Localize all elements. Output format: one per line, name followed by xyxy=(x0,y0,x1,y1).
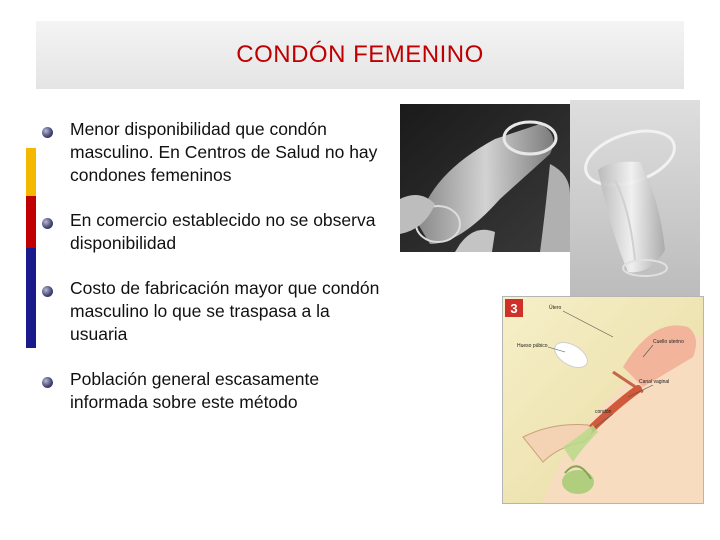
accent-bar-red xyxy=(26,196,36,248)
bullet-dot-icon xyxy=(42,286,53,297)
slide-title: CONDÓN FEMENINO xyxy=(236,41,484,68)
bullet-dot-icon xyxy=(42,218,53,229)
label-canal-vaginal: Canal vaginal xyxy=(639,379,670,385)
bullet-text: Costo de fabricación mayor que condón masculino lo que se traspasa a la usuaria xyxy=(70,278,380,344)
label-hueso-pubico: Hueso púbico xyxy=(517,343,548,349)
bullet-item xyxy=(36,118,381,187)
bullet-item xyxy=(36,368,381,414)
accent-bar-yellow xyxy=(26,148,36,196)
condom-product-photo xyxy=(570,100,700,296)
bullet-text: Menor disponibilidad que condón masculino. En Centros de Salud no hay condones femeninos xyxy=(70,119,378,185)
bullet-text: En comercio establecido no se observa disponibilidad xyxy=(70,210,376,253)
label-utero: Útero xyxy=(549,305,562,311)
label-condon: condón xyxy=(595,409,612,415)
bullet-dot-icon xyxy=(42,127,53,138)
title-bar xyxy=(36,21,684,89)
diagram-number-badge xyxy=(505,299,523,317)
bullet-dot-icon xyxy=(42,377,53,388)
label-cuello-uterino: Cuello uterino xyxy=(653,339,684,345)
bullet-item xyxy=(36,277,381,346)
condom-hand-photo xyxy=(400,104,570,252)
bullet-item xyxy=(36,209,381,255)
badge-number: 3 xyxy=(510,300,518,316)
accent-bar-blue xyxy=(26,248,36,348)
insertion-diagram xyxy=(502,296,704,504)
bullet-text: Población general escasamente informada sobre este método xyxy=(70,369,320,412)
bullet-list xyxy=(36,118,381,436)
